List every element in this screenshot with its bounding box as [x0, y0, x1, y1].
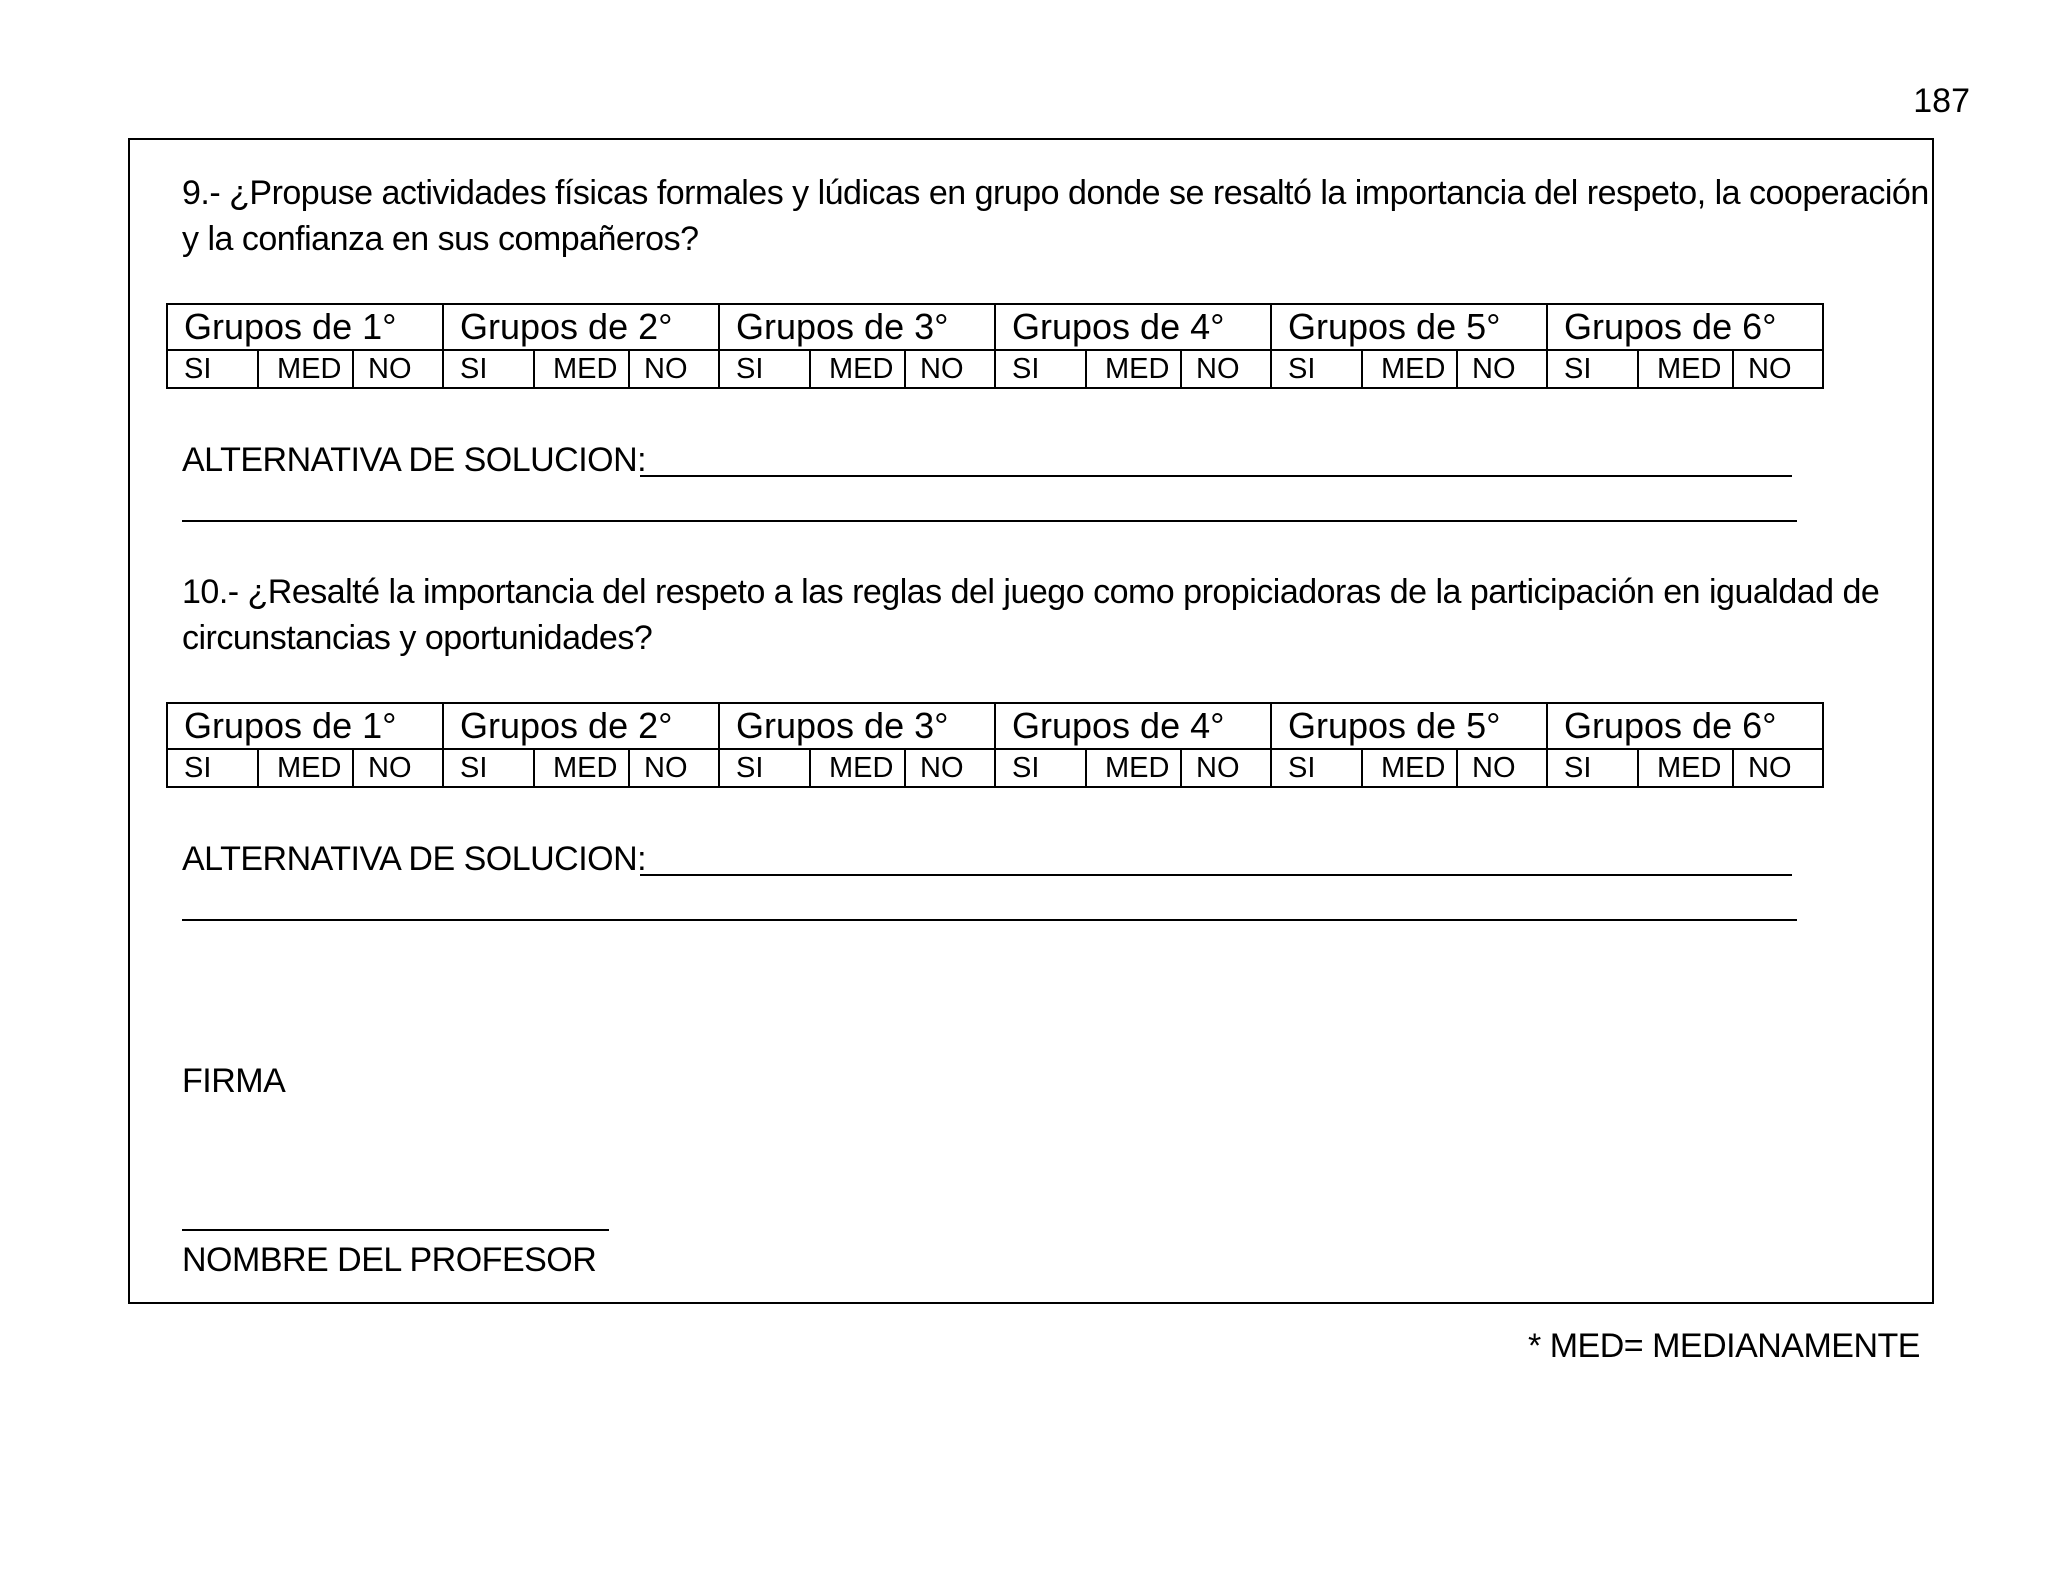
option-si-cell[interactable]: SI [995, 350, 1086, 388]
question-10-answer-line-1[interactable] [640, 874, 1792, 876]
option-si-cell[interactable]: SI [1547, 350, 1638, 388]
page-number: 187 [1913, 82, 1970, 120]
group-header-6: Grupos de 6° [1547, 703, 1823, 749]
question-10-alternative-label: ALTERNATIVA DE SOLUCION: [182, 840, 647, 878]
option-si-cell[interactable]: SI [719, 350, 810, 388]
firma-label: FIRMA [182, 1062, 286, 1100]
option-med-cell[interactable]: MED [810, 350, 905, 388]
option-med-cell[interactable]: MED [1638, 350, 1733, 388]
option-med-cell[interactable]: MED [1638, 749, 1733, 787]
signature-line[interactable] [182, 1229, 609, 1231]
option-si-cell[interactable]: SI [167, 749, 258, 787]
option-med-cell[interactable]: MED [258, 350, 353, 388]
group-header-5: Grupos de 5° [1271, 703, 1547, 749]
question-9-text: 9.- ¿Propuse actividades físicas formales y lúdicas en grupo donde se resaltó la importancia del respeto, la cooperación y la confianza en sus compañeros? [182, 174, 1929, 258]
question-9-alternative-label: ALTERNATIVA DE SOLUCION: [182, 441, 647, 479]
option-no-cell[interactable]: NO [353, 749, 443, 787]
option-si-cell[interactable]: SI [1271, 749, 1362, 787]
group-header-4: Grupos de 4° [995, 304, 1271, 350]
option-med-cell[interactable]: MED [1362, 749, 1457, 787]
footnote: * MED= MEDIANAMENTE [1528, 1327, 1920, 1365]
option-no-cell[interactable]: NO [1733, 350, 1823, 388]
option-si-cell[interactable]: SI [719, 749, 810, 787]
option-si-cell[interactable]: SI [443, 749, 534, 787]
group-header-5: Grupos de 5° [1271, 304, 1547, 350]
option-no-cell[interactable]: NO [353, 350, 443, 388]
option-med-cell[interactable]: MED [258, 749, 353, 787]
option-no-cell[interactable]: NO [1733, 749, 1823, 787]
question-9-groups-table [166, 303, 1824, 389]
option-med-cell[interactable]: MED [534, 749, 629, 787]
option-no-cell[interactable]: NO [905, 749, 995, 787]
group-header-2: Grupos de 2° [443, 703, 719, 749]
option-si-cell[interactable]: SI [1547, 749, 1638, 787]
option-si-cell[interactable]: SI [167, 350, 258, 388]
group-header-1: Grupos de 1° [167, 703, 443, 749]
option-no-cell[interactable]: NO [1181, 350, 1271, 388]
group-header-4: Grupos de 4° [995, 703, 1271, 749]
option-si-cell[interactable]: SI [995, 749, 1086, 787]
group-header-6: Grupos de 6° [1547, 304, 1823, 350]
option-med-cell[interactable]: MED [1086, 749, 1181, 787]
question-10-groups-table [166, 702, 1824, 788]
option-med-cell[interactable]: MED [810, 749, 905, 787]
question-10-text: 10.- ¿Resalté la importancia del respeto a las reglas del juego como propiciadoras de la participación en igualdad de circunstancias y oportunidades? [182, 573, 1880, 657]
group-header-2: Grupos de 2° [443, 304, 719, 350]
option-no-cell[interactable]: NO [1457, 350, 1547, 388]
option-no-cell[interactable]: NO [1181, 749, 1271, 787]
option-med-cell[interactable]: MED [1086, 350, 1181, 388]
option-si-cell[interactable]: SI [1271, 350, 1362, 388]
teacher-name-label: NOMBRE DEL PROFESOR [182, 1241, 597, 1279]
question-9-answer-line-2[interactable] [182, 520, 1797, 522]
option-med-cell[interactable]: MED [534, 350, 629, 388]
group-header-3: Grupos de 3° [719, 304, 995, 350]
group-header-3: Grupos de 3° [719, 703, 995, 749]
option-no-cell[interactable]: NO [905, 350, 995, 388]
question-9-answer-line-1[interactable] [640, 475, 1792, 477]
option-si-cell[interactable]: SI [443, 350, 534, 388]
option-med-cell[interactable]: MED [1362, 350, 1457, 388]
question-10-answer-line-2[interactable] [182, 919, 1797, 921]
option-no-cell[interactable]: NO [629, 749, 719, 787]
option-no-cell[interactable]: NO [629, 350, 719, 388]
option-no-cell[interactable]: NO [1457, 749, 1547, 787]
group-header-1: Grupos de 1° [167, 304, 443, 350]
